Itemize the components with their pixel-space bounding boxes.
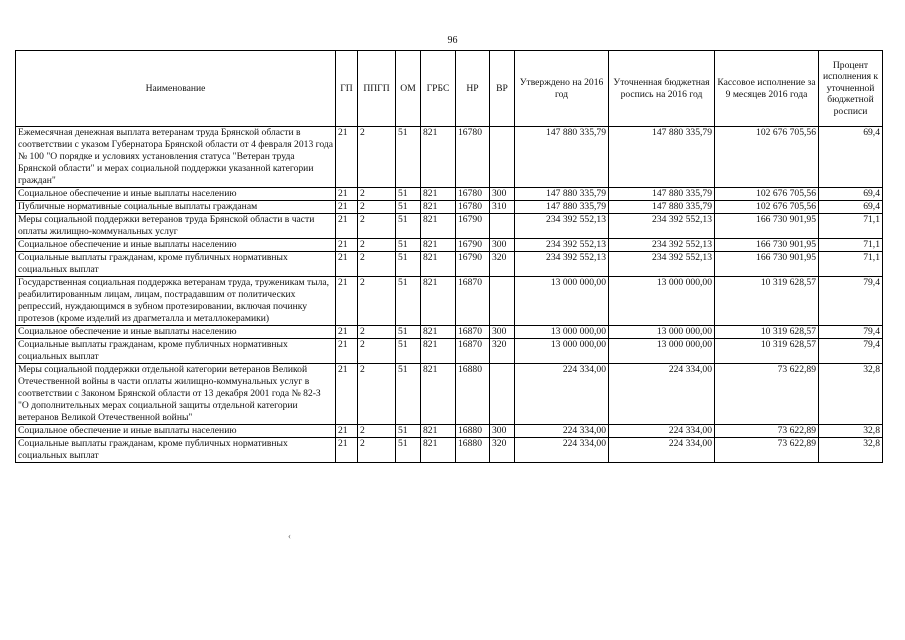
header-approved: Утверждено на 2016 год (515, 51, 609, 127)
cell-nr: 16870 (456, 326, 490, 339)
cell-gp: 21 (336, 239, 358, 252)
cell-name: Меры социальной поддержки ветеранов труда Брянской области в части оплаты жилищно-коммунальных услуг (16, 214, 336, 239)
cell-name: Социальные выплаты гражданам, кроме публичных нормативных социальных выплат (16, 252, 336, 277)
cell-name: Публичные нормативные социальные выплаты гражданам (16, 201, 336, 214)
cell-vr: 310 (490, 201, 515, 214)
cell-approved: 224 334,00 (515, 364, 609, 425)
table-row (16, 339, 883, 364)
cell-vr: 300 (490, 188, 515, 201)
cell-pgp: 2 (358, 252, 396, 277)
cell-vr: 300 (490, 239, 515, 252)
cell-om: 51 (396, 339, 421, 364)
cell-percent: 32,8 (819, 438, 883, 463)
table-row (16, 364, 883, 425)
cell-vr (490, 277, 515, 326)
table-row (16, 201, 883, 214)
cell-pgp: 2 (358, 339, 396, 364)
table-row (16, 214, 883, 239)
header-nr: НР (456, 51, 490, 127)
cell-grbs: 821 (421, 252, 456, 277)
cell-vr: 300 (490, 326, 515, 339)
cell-vr (490, 127, 515, 188)
table-header-row (16, 51, 883, 127)
cell-cash: 102 676 705,56 (715, 127, 819, 188)
cell-gp: 21 (336, 201, 358, 214)
cell-gp: 21 (336, 214, 358, 239)
cell-vr (490, 364, 515, 425)
cell-vr: 320 (490, 339, 515, 364)
cell-gp: 21 (336, 364, 358, 425)
cell-gp: 21 (336, 127, 358, 188)
header-name: Наименование (16, 51, 336, 127)
cell-cash: 73 622,89 (715, 364, 819, 425)
cell-grbs: 821 (421, 339, 456, 364)
cell-approved: 147 880 335,79 (515, 188, 609, 201)
header-percent: Процент исполнения к уточненной бюджетной росписи (819, 51, 883, 127)
table-row (16, 127, 883, 188)
cell-pgp: 2 (358, 201, 396, 214)
header-cash: Кассовое исполнение за 9 месяцев 2016 года (715, 51, 819, 127)
table-row (16, 252, 883, 277)
cell-name: Социальное обеспечение и иные выплаты населению (16, 188, 336, 201)
cell-name: Социальные выплаты гражданам, кроме публичных нормативных социальных выплат (16, 438, 336, 463)
cell-approved: 13 000 000,00 (515, 339, 609, 364)
cell-approved: 224 334,00 (515, 425, 609, 438)
cell-approved: 147 880 335,79 (515, 201, 609, 214)
cell-refined: 224 334,00 (609, 425, 715, 438)
cell-nr: 16780 (456, 127, 490, 188)
cell-refined: 234 392 552,13 (609, 252, 715, 277)
cell-grbs: 821 (421, 364, 456, 425)
cell-grbs: 821 (421, 277, 456, 326)
cell-om: 51 (396, 438, 421, 463)
stray-mark: ‹ (288, 531, 291, 541)
cell-percent: 69,4 (819, 201, 883, 214)
table-row (16, 425, 883, 438)
cell-cash: 73 622,89 (715, 425, 819, 438)
cell-refined: 224 334,00 (609, 438, 715, 463)
cell-approved: 234 392 552,13 (515, 214, 609, 239)
cell-om: 51 (396, 239, 421, 252)
cell-refined: 147 880 335,79 (609, 188, 715, 201)
cell-refined: 234 392 552,13 (609, 214, 715, 239)
cell-om: 51 (396, 252, 421, 277)
cell-grbs: 821 (421, 214, 456, 239)
cell-gp: 21 (336, 326, 358, 339)
cell-om: 51 (396, 188, 421, 201)
cell-name: Социальные выплаты гражданам, кроме публичных нормативных социальных выплат (16, 339, 336, 364)
cell-percent: 71,1 (819, 214, 883, 239)
table-row (16, 438, 883, 463)
cell-approved: 13 000 000,00 (515, 326, 609, 339)
cell-percent: 32,8 (819, 364, 883, 425)
cell-pgp: 2 (358, 239, 396, 252)
header-pgp: ППГП (358, 51, 396, 127)
cell-name: Ежемесячная денежная выплата ветеранам труда Брянской области в соответствии с указом Губернатора Брянской области от 4 февраля 2013 года № 100 "О порядке и условиях установления статуса "Ветеран труда Брянской области" и мерах социальной поддержки указанной категории граждан" (16, 127, 336, 188)
cell-percent: 69,4 (819, 188, 883, 201)
cell-name: Социальное обеспечение и иные выплаты населению (16, 425, 336, 438)
table-row (16, 239, 883, 252)
cell-refined: 224 334,00 (609, 364, 715, 425)
cell-om: 51 (396, 326, 421, 339)
cell-percent: 71,1 (819, 239, 883, 252)
cell-refined: 13 000 000,00 (609, 339, 715, 364)
cell-approved: 13 000 000,00 (515, 277, 609, 326)
cell-pgp: 2 (358, 127, 396, 188)
cell-percent: 79,4 (819, 277, 883, 326)
cell-pgp: 2 (358, 425, 396, 438)
cell-gp: 21 (336, 188, 358, 201)
cell-cash: 10 319 628,57 (715, 339, 819, 364)
table-row (16, 326, 883, 339)
cell-grbs: 821 (421, 425, 456, 438)
cell-cash: 166 730 901,95 (715, 214, 819, 239)
budget-execution-table (15, 50, 883, 463)
cell-refined: 147 880 335,79 (609, 201, 715, 214)
cell-percent: 69,4 (819, 127, 883, 188)
cell-om: 51 (396, 127, 421, 188)
cell-grbs: 821 (421, 201, 456, 214)
cell-percent: 79,4 (819, 339, 883, 364)
cell-nr: 16780 (456, 201, 490, 214)
cell-grbs: 821 (421, 326, 456, 339)
cell-om: 51 (396, 201, 421, 214)
cell-name: Социальное обеспечение и иные выплаты населению (16, 326, 336, 339)
header-refined: Уточненная бюджетная роспись на 2016 год (609, 51, 715, 127)
cell-cash: 10 319 628,57 (715, 277, 819, 326)
cell-nr: 16870 (456, 339, 490, 364)
cell-gp: 21 (336, 339, 358, 364)
cell-grbs: 821 (421, 188, 456, 201)
cell-nr: 16790 (456, 252, 490, 277)
header-grbs: ГРБС (421, 51, 456, 127)
cell-nr: 16880 (456, 425, 490, 438)
cell-nr: 16880 (456, 364, 490, 425)
cell-gp: 21 (336, 252, 358, 277)
cell-grbs: 821 (421, 438, 456, 463)
header-vr: ВР (490, 51, 515, 127)
cell-pgp: 2 (358, 438, 396, 463)
cell-refined: 13 000 000,00 (609, 277, 715, 326)
cell-percent: 71,1 (819, 252, 883, 277)
cell-cash: 102 676 705,56 (715, 201, 819, 214)
cell-cash: 10 319 628,57 (715, 326, 819, 339)
table-row (16, 277, 883, 326)
cell-pgp: 2 (358, 214, 396, 239)
cell-nr: 16790 (456, 239, 490, 252)
cell-pgp: 2 (358, 326, 396, 339)
cell-grbs: 821 (421, 127, 456, 188)
cell-cash: 166 730 901,95 (715, 239, 819, 252)
cell-gp: 21 (336, 438, 358, 463)
cell-name: Государственная социальная поддержка ветеранам труда, труженикам тыла, реабилитированным лицам, лицам, пострадавшим от политических репрессий, нуждающимся в зубном протезировании, включая починку протезов (кроме изделий из драгметалла и металлокерамики) (16, 277, 336, 326)
cell-grbs: 821 (421, 239, 456, 252)
cell-om: 51 (396, 364, 421, 425)
header-gp: ГП (336, 51, 358, 127)
cell-approved: 147 880 335,79 (515, 127, 609, 188)
cell-nr: 16880 (456, 438, 490, 463)
cell-cash: 73 622,89 (715, 438, 819, 463)
cell-nr: 16790 (456, 214, 490, 239)
cell-pgp: 2 (358, 364, 396, 425)
table-row (16, 188, 883, 201)
cell-cash: 102 676 705,56 (715, 188, 819, 201)
cell-gp: 21 (336, 425, 358, 438)
cell-pgp: 2 (358, 188, 396, 201)
cell-refined: 234 392 552,13 (609, 239, 715, 252)
cell-om: 51 (396, 277, 421, 326)
cell-percent: 32,8 (819, 425, 883, 438)
cell-om: 51 (396, 214, 421, 239)
header-om: ОМ (396, 51, 421, 127)
cell-pgp: 2 (358, 277, 396, 326)
cell-gp: 21 (336, 277, 358, 326)
cell-name: Социальное обеспечение и иные выплаты населению (16, 239, 336, 252)
cell-vr: 300 (490, 425, 515, 438)
cell-nr: 16780 (456, 188, 490, 201)
cell-percent: 79,4 (819, 326, 883, 339)
cell-approved: 224 334,00 (515, 438, 609, 463)
cell-approved: 234 392 552,13 (515, 252, 609, 277)
cell-nr: 16870 (456, 277, 490, 326)
cell-om: 51 (396, 425, 421, 438)
cell-vr: 320 (490, 438, 515, 463)
cell-approved: 234 392 552,13 (515, 239, 609, 252)
cell-name: Меры социальной поддержки отдельной категории ветеранов Великой Отечественной войны в части оплаты жилищно-коммунальных услуг в соответствии с Законом Брянской области от 13 декабря 2001 года № 82-З "О дополнительных мерах социальной защиты отдельной категории ветеранов Великой Отечественной войны" (16, 364, 336, 425)
cell-cash: 166 730 901,95 (715, 252, 819, 277)
cell-vr: 320 (490, 252, 515, 277)
cell-vr (490, 214, 515, 239)
cell-refined: 13 000 000,00 (609, 326, 715, 339)
cell-refined: 147 880 335,79 (609, 127, 715, 188)
page-number: 96 (447, 35, 458, 46)
